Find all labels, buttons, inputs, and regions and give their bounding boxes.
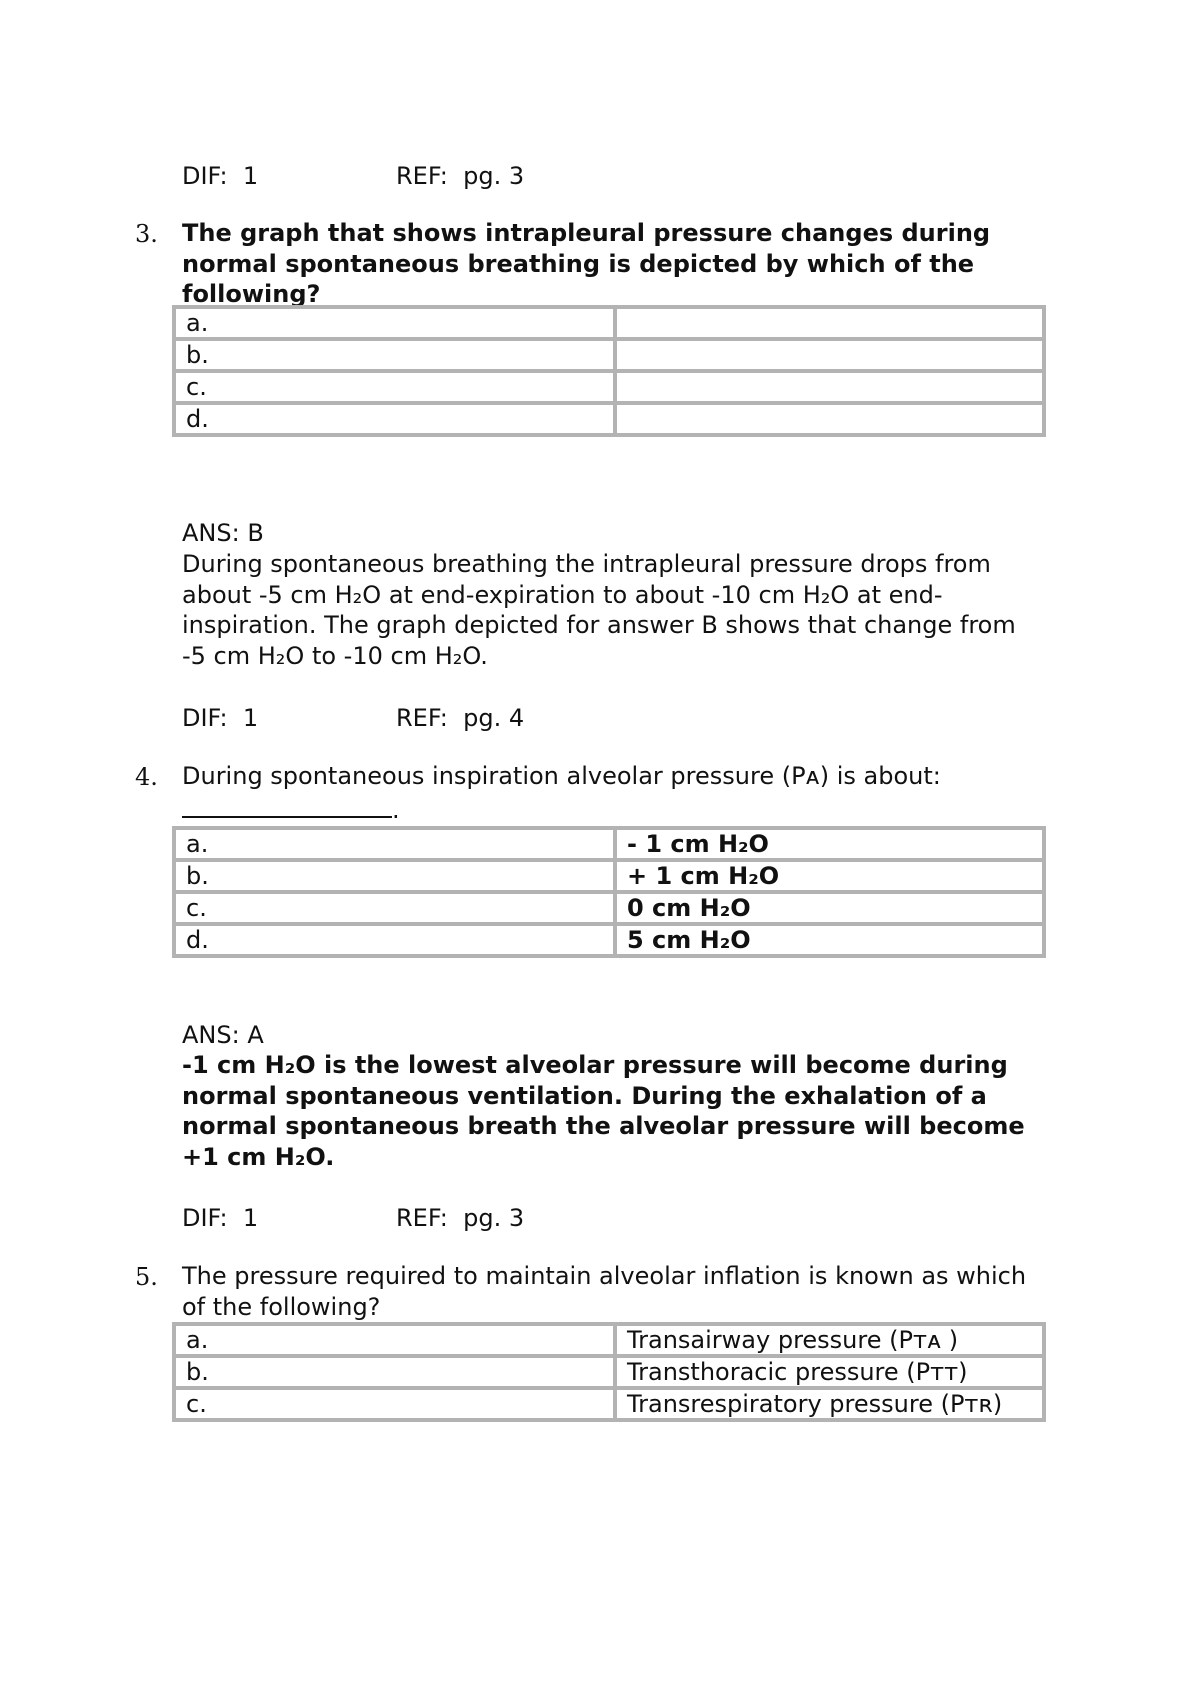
option-row: [174, 403, 1044, 435]
option-row: [174, 924, 1044, 956]
option-letter: b.: [174, 1356, 615, 1388]
question-number: 4.: [135, 763, 158, 791]
option-text: [615, 403, 1044, 435]
option-letter: c.: [174, 371, 615, 403]
option-row: [174, 892, 1044, 924]
answer-blank: [182, 792, 392, 818]
option-row: [174, 371, 1044, 403]
difficulty-label: DIF: 1: [182, 704, 259, 732]
question-number: 5.: [135, 1263, 158, 1291]
option-text: 0 cm H₂O: [615, 892, 1044, 924]
answer-rationale: -1 cm H₂O is the lowest alveolar pressure will become during normal spontaneous ventilation. During the exhalation of a normal spontaneous breath the alveolar pressure will become +1 cm H₂O.: [182, 1051, 1025, 1171]
question-number: 3.: [135, 220, 158, 248]
option-letter: d.: [174, 403, 615, 435]
option-row: [174, 1356, 1044, 1388]
option-row: [174, 860, 1044, 892]
reference-label: REF: pg. 4: [396, 704, 525, 732]
option-row: [174, 828, 1044, 860]
option-letter: a.: [174, 307, 615, 339]
option-text: Transrespiratory pressure (Pᴛʀ): [615, 1388, 1044, 1420]
option-text: [615, 307, 1044, 339]
option-text: Transairway pressure (Pᴛᴀ ): [615, 1324, 1044, 1356]
question-text-line: During spontaneous inspiration alveolar pressure (Pᴀ) is about:: [182, 762, 941, 790]
option-letter: d.: [174, 924, 615, 956]
question-text: The pressure required to maintain alveolar inflation is known as which of the following?: [182, 1262, 1027, 1321]
option-row: [174, 339, 1044, 371]
option-row: [174, 1388, 1044, 1420]
option-text: [615, 371, 1044, 403]
option-text: Transthoracic pressure (Pᴛᴛ): [615, 1356, 1044, 1388]
option-letter: c.: [174, 892, 615, 924]
option-letter: a.: [174, 828, 615, 860]
question-text: [182, 761, 1042, 825]
reference-label: REF: pg. 3: [396, 162, 525, 190]
option-letter: c.: [174, 1388, 615, 1420]
blank-suffix: .: [392, 795, 400, 824]
option-letter: b.: [174, 860, 615, 892]
reference-label: REF: pg. 3: [396, 1204, 525, 1232]
options-table: [172, 305, 1046, 437]
question-text: The graph that shows intrapleural pressure changes during normal spontaneous breathing is depicted by which of the following?: [182, 219, 991, 308]
options-table: [172, 826, 1046, 958]
options-table: [172, 1322, 1046, 1422]
option-letter: b.: [174, 339, 615, 371]
option-letter: a.: [174, 1324, 615, 1356]
difficulty-label: DIF: 1: [182, 162, 259, 190]
answer-rationale: During spontaneous breathing the intrapleural pressure drops from about -5 cm H₂O at end-expiration to about -10 cm H₂O at end-inspiration. The graph depicted for answer B shows that change from -5 cm H₂O to -10 cm H₂O.: [182, 550, 1016, 670]
option-text: 5 cm H₂O: [615, 924, 1044, 956]
option-text: [615, 339, 1044, 371]
option-row: [174, 1324, 1044, 1356]
answer-label: ANS: B: [182, 519, 264, 547]
option-row: [174, 307, 1044, 339]
option-text: - 1 cm H₂O: [615, 828, 1044, 860]
option-text: + 1 cm H₂O: [615, 860, 1044, 892]
answer-label: ANS: A: [182, 1021, 264, 1049]
difficulty-label: DIF: 1: [182, 1204, 259, 1232]
